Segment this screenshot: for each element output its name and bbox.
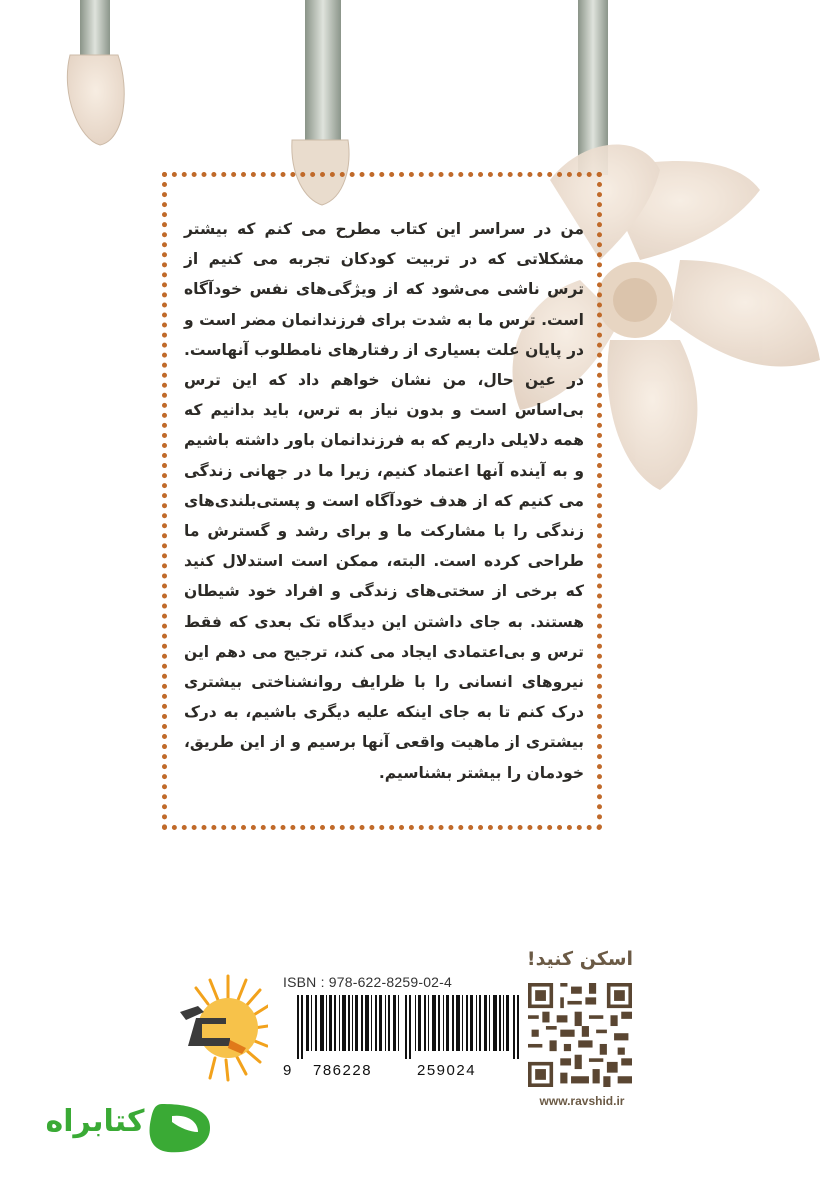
isbn-text: ISBN : 978-622-8259-02-4 bbox=[283, 974, 453, 990]
website-url[interactable]: www.ravshid.ir bbox=[539, 1094, 625, 1108]
barcode-first-digit: 9 bbox=[283, 1062, 293, 1079]
qr-code[interactable] bbox=[528, 983, 632, 1087]
qr-scan-label: اسکن کنید! bbox=[526, 948, 634, 970]
barcode-left-group: 786228 bbox=[313, 1062, 373, 1079]
sun-arch-logo-icon bbox=[158, 968, 268, 1086]
barcode-digits bbox=[283, 1062, 523, 1082]
barcode bbox=[297, 995, 521, 1059]
back-cover-paragraph: من در سراسر این کتاب مطرح می کنم که بیشتر مشکلاتی که در تربیت کودکان تجربه می کنیم از ترس ناشی می‌شود که از ویژگی‌های نفس خودآگاه است. ترس ما به شدت برای فرزندانمان مضر است و در پایان علت بسیاری از رفتارهای نامطلوب آنهاست. در عین حال، من نشان خواهم داد که این ترس بی‌اساس است و بدون نیاز به ترس، باید بدانیم که همه دلایلی داریم که به فرزندانمان باور داشته باشیم و به آینده آنها اعتماد کنیم، زیرا ما در جهانی زندگی می کنیم که از هدف خودآگاه است و پستی‌بلندی‌های زندگی را با مشارکت ما و برای رشد و گسترش ما طراحی کرده است. البته، ممکن است استدلال کنید که برخی از سختی‌های زندگی و افراد خود شیطان هستند. به جای داشتن این دیدگاه تک بعدی که فقط ترس و بی‌اعتمادی ایجاد می کند، ترجیح می دهم این نیروهای انسانی را با ظرایف روانشناختی بیشتری درک کنم تا به جای اینکه علیه دیگری باشیم، به درک بیشتری از ماهیت واقعی آنها برسیم و از این طریق، خودمان را بیشتر بشناسیم. bbox=[184, 220, 584, 782]
store-name[interactable]: کتابراه bbox=[45, 1104, 145, 1139]
barcode-right-group: 259024 bbox=[417, 1062, 477, 1079]
